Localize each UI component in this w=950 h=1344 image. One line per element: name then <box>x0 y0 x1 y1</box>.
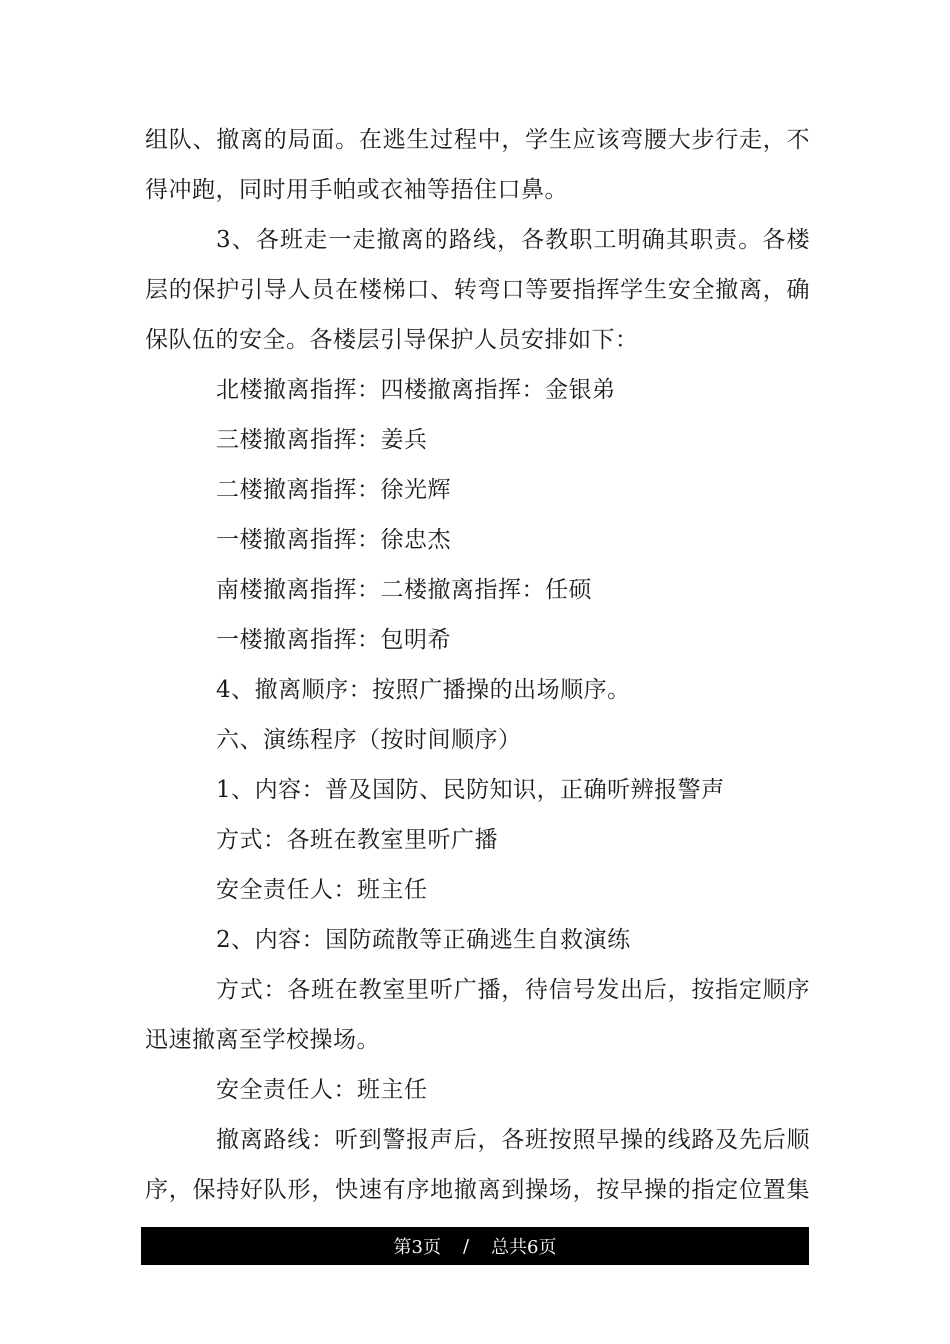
page-separator: / <box>462 1235 470 1257</box>
body-line: 南楼撤离指挥：二楼撤离指挥：任硕 <box>216 577 592 603</box>
document-body <box>145 115 810 1215</box>
body-line: 方式：各班在教室里听广播，待信号发出后，按指定顺序 <box>216 977 810 1003</box>
body-line: 迅速撤离至学校操场。 <box>145 1027 380 1053</box>
page-footer <box>141 1227 809 1265</box>
body-line: 3、各班走一走撤离的路线，各教职工明确其职责。各楼 <box>216 227 810 253</box>
body-line: 2、内容：国防疏散等正确逃生自救演练 <box>216 927 631 953</box>
body-line: 北楼撤离指挥：四楼撤离指挥：金银弟 <box>216 377 616 403</box>
body-line: 一楼撤离指挥：徐忠杰 <box>216 527 451 553</box>
body-line: 得冲跑，同时用手帕或衣袖等捂住口鼻。 <box>145 177 568 203</box>
body-line: 安全责任人：班主任 <box>216 877 428 903</box>
body-line: 撤离路线：听到警报声后，各班按照早操的线路及先后顺 <box>216 1127 810 1153</box>
body-line: 4、撤离顺序：按照广播操的出场顺序。 <box>216 677 631 703</box>
body-line: 一楼撤离指挥：包明希 <box>216 627 451 653</box>
section-heading: 六、演练程序（按时间顺序） <box>216 727 522 753</box>
body-line: 方式：各班在教室里听广播 <box>216 827 498 853</box>
body-line: 安全责任人：班主任 <box>216 1077 428 1103</box>
body-line: 二楼撤离指挥：徐光辉 <box>216 477 451 503</box>
body-line: 三楼撤离指挥：姜兵 <box>216 427 428 453</box>
body-line: 组队、撤离的局面。在逃生过程中，学生应该弯腰大步行走，不 <box>145 127 810 153</box>
body-line: 1、内容：普及国防、民防知识，正确听辨报警声 <box>216 777 725 803</box>
body-line: 序，保持好队形，快速有序地撤离到操场，按早操的指定位置集 <box>145 1177 810 1203</box>
total-pages: 总共6页 <box>491 1237 557 1258</box>
body-line: 层的保护引导人员在楼梯口、转弯口等要指挥学生安全撤离，确 <box>145 277 810 303</box>
body-line: 保队伍的安全。各楼层引导保护人员安排如下： <box>145 327 639 353</box>
page-number: 第3页 <box>393 1237 441 1258</box>
